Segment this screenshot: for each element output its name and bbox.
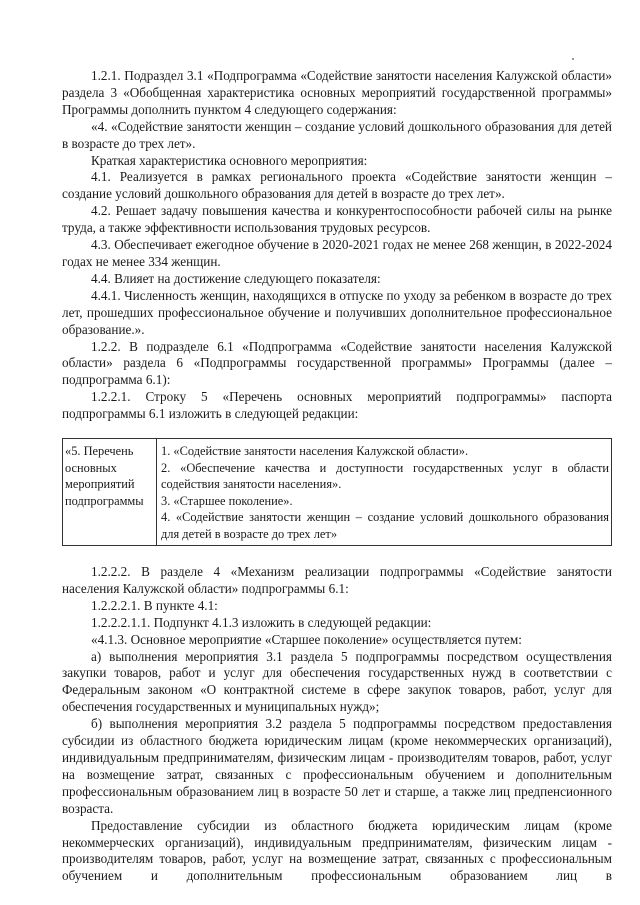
table-row-items	[157, 439, 611, 545]
paragraph: «4. «Содействие занятости женщин – создание условий дошкольного образования для детей в возрасте до трех лет».	[62, 118, 612, 151]
paragraph: 4.3. Обеспечивает ежегодное обучение в 2020-2021 годах не менее 268 женщин, в 2022-2024 годах не менее 334 женщин.	[62, 237, 612, 269]
paragraph: 4.1. Реализуется в рамках регионального проекта «Содействие занятости женщин – создание условий дошкольного образования для детей в возрасте до трех лет».	[62, 169, 612, 202]
paragraph: 4.4.1. Численность женщин, находящихся в отпуске по уходу за ребенком в возрасте до трех лет, прошедших профессиональное обучение и получивших дополнительное профессиональное образование.».	[62, 287, 612, 337]
paragraph: 1.2.2.2.1. В пункте 4.1:	[91, 597, 218, 613]
passport-table	[62, 438, 612, 546]
section-after	[62, 564, 612, 885]
scan-speck	[572, 58, 574, 60]
list-item: 2. «Обеспечение качества и доступности государственных услуг в области содействия занятости населения».	[161, 460, 609, 492]
document-page	[62, 68, 612, 885]
paragraph: Краткая характеристика основного мероприятия:	[91, 152, 368, 168]
paragraph: 1.2.2. В подразделе 6.1 «Подпрограмма «Содействие занятости населения Калужской области» раздела 6 «Подпрограммы государственной программы» Программы (далее – подпрограмма 6.1):	[62, 338, 612, 388]
paragraph: 1.2.2.2.1.1. Подпункт 4.1.3 изложить в следующей редакции:	[91, 614, 432, 630]
paragraph: Предоставление субсидии из областного бюджета юридическим лицам (кроме некоммерческих организаций), индивидуальным предпринимателям, физическим лицам - производителям товаров, работ, услуг на возмещение затрат, связанных с профессиональным обучением и дополнительным профессиональным образованием лиц в	[62, 817, 612, 884]
section-before	[62, 68, 612, 423]
list-item: 1. «Содействие занятости населения Калужской области».	[161, 444, 469, 459]
paragraph: 4.2. Решает задачу повышения качества и конкурентоспособности рабочей силы на рынке труда, а также эффективности использования трудовых ресурсов.	[62, 203, 612, 236]
list-item: 4. «Содействие занятости женщин – создание условий дошкольного образования для детей в возрасте до трех лет»	[161, 510, 609, 541]
list-item: 3. «Старшее поколение».	[161, 493, 293, 508]
paragraph: 1.2.2.2. В разделе 4 «Механизм реализации подпрограммы «Содействие занятости населения Калужской области» подпрограммы 6.1:	[62, 564, 612, 596]
paragraph: 1.2.1. Подраздел 3.1 «Подпрограмма «Содействие занятости населения Калужской области» раздела 3 «Обобщенная характеристика основных мероприятий государственной программы» Программы дополнить пунктом 4 следующего содержания:	[62, 68, 612, 117]
table-row-label: «5. Перечень основных мероприятий подпрограммы	[63, 439, 157, 545]
paragraph: б) выполнения мероприятия 3.2 раздела 5 подпрограммы посредством предоставления субсидии из областного бюджета юридическим лицам (кроме некоммерческих организаций), индивидуальным предпринимателям, физическим лицам - производителям товаров, работ, услуг на возмещение затрат, связанных с профессиональным обучением и дополнительным профессиональным образованием лиц в возрасте 50 лет и старше, а также лиц предпенсионного возраста.	[62, 716, 612, 816]
paragraph: 4.4. Влияет на достижение следующего показателя:	[91, 270, 381, 286]
paragraph: а) выполнения мероприятия 3.1 раздела 5 подпрограммы посредством осуществления закупки товаров, работ и услуг для обеспечения государственных нужд в соответствии с Федеральным законом «О контрактной системе в сфере закупок товаров, работ, услуг для обеспечения государственных и муниципальных нужд»;	[62, 648, 612, 715]
paragraph: «4.1.3. Основное мероприятие «Старшее поколение» осуществляется путем:	[91, 631, 522, 647]
paragraph: 1.2.2.1. Строку 5 «Перечень основных мероприятий подпрограммы» паспорта подпрограммы 6.1 изложить в следующей редакции:	[62, 389, 612, 422]
